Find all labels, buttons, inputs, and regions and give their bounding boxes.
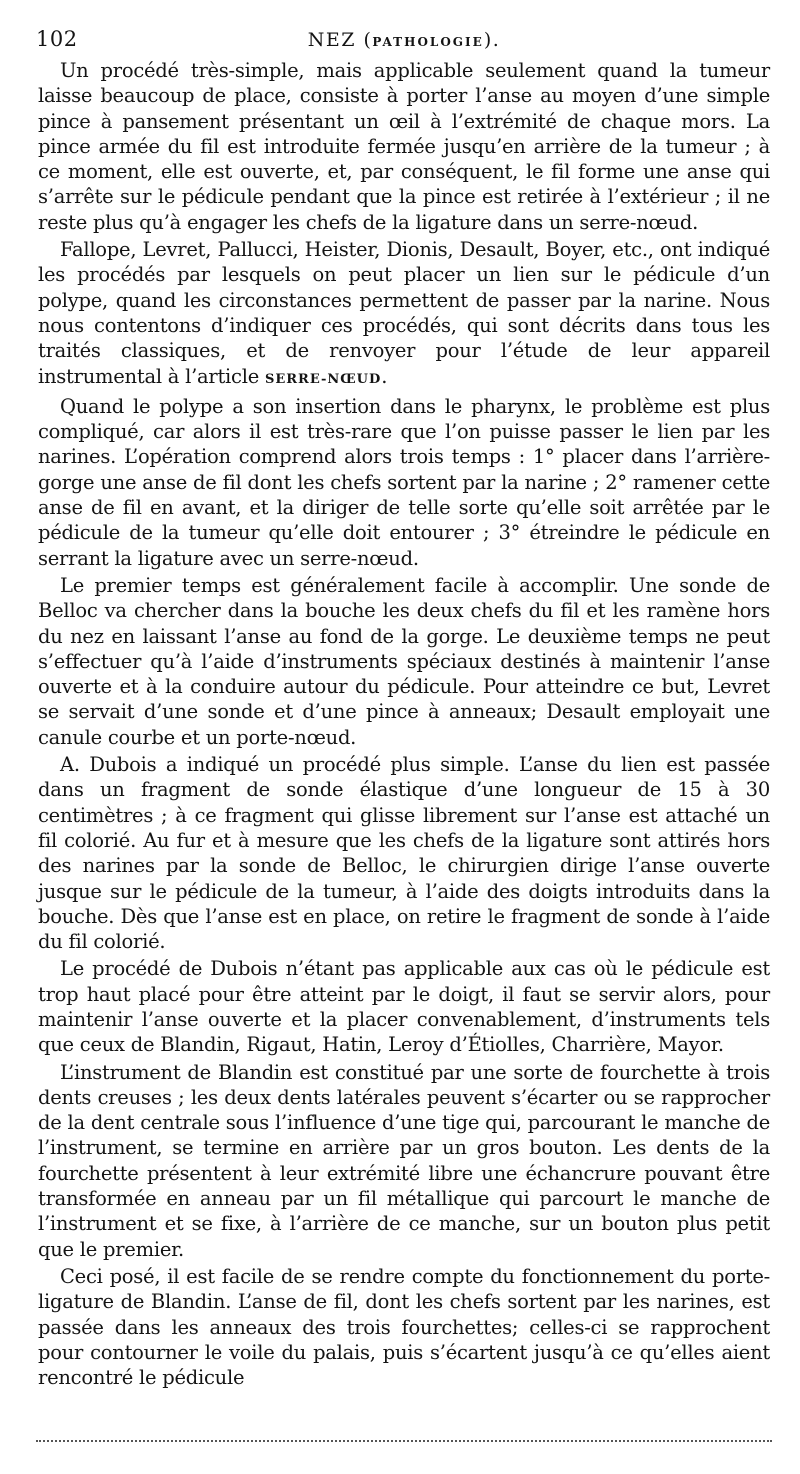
- paragraph-first-step: Le premier temps est généralement facile à accomplir. Une sonde de Belloc va chercher dans la bouche les deux chefs du fil et les ramène hors du nez en laissant l’anse au fond de la gorge. Le deuxième temps ne peut s’effectuer qu’à l’aide d’instruments spéciaux destinés à maintenir l’anse ouverte et à la conduire autour du pédicule. Pour atteindre ce but, Levret se servait d’une sonde et d’une pince à anneaux; Desault employait une canule courbe et un porte-nœud.: [38, 573, 770, 749]
- paragraph-authors-text: Fallope, Levret, Pallucci, Heister, Dionis, Desault, Boyer, etc., ont indiqué les procédés par lesquels on peut placer un lien sur le pédicule d’un polype, quand les circonstances permettent de passer par la narine. Nous nous contentons d’indiquer ces procédés, qui sont décrits dans tous les traités classiques, et de renvoyer pour l’étude de leur appareil instrumental à l’article: [38, 238, 770, 388]
- running-head: [36, 29, 772, 51]
- paragraph-pharynx-insertion: Quand le polype a son insertion dans le pharynx, le problème est plus compliqué, car alors il est très-rare que l’on puisse passer le lien par les narines. L’opération comprend alors trois temps : 1° placer dans l’arrière-gorge une anse de fil dont les chefs sortent par la narine ; 2° ramener cette anse de fil en avant, et la diriger de telle sorte qu’elle soit arrêtée par le pédicule de la tumeur qu’elle doit entourer ; 3° étreindre le pédicule en serrant la ligature avec un serre-nœud.: [38, 394, 770, 570]
- running-head-close: ).: [483, 29, 501, 51]
- article-reference: SERRE-NŒUD: [264, 371, 382, 387]
- paragraph-dubois: A. Dubois a indiqué un procédé plus simple. L’anse du lien est passée dans un fragment de sonde élastique d’une longueur de 15 à 30 centimètres ; à ce fragment qui glisse librement sur l’anse est attaché un fil colorié. Au fur et à mesure que les chefs de la ligature sont attirés hors des narines par la sonde de Belloc, le chirurgien dirige l’anse ouverte jusque sur le pédicule de la tumeur, à l’aide des doigts introduits dans la bouche. Dès que l’anse est en place, on retire le fragment de sonde à l’aide du fil colorié.: [38, 753, 770, 954]
- page-number: 102: [36, 27, 78, 51]
- paragraph-authors: [38, 237, 770, 392]
- footer-dotted-rule: [36, 1440, 772, 1442]
- paragraph-simple-procedure: Un procédé très-simple, mais applicable seulement quand la tumeur laisse beaucoup de place, consiste à porter l’anse au moyen d’une simple pince à pansement présentant un œil à l’extrémité de chaque mors. La pince armée du fil est introduite fermée jusqu’en arrière de la tumeur ; à ce moment, elle est ouverte, et, par conséquent, le fil forme une anse qui s’arrête sur le pédicule pendant que la pince est retirée à l’extérieur ; il ne reste plus qu’à engager les chefs de la ligature dans un serre-nœud.: [38, 59, 770, 234]
- running-head-subtitle: PATHOLOGIE: [372, 35, 484, 49]
- paragraph-blandin-instrument: L’instrument de Blandin est constitué par une sorte de fourchette à trois dents creuses ; les deux dents latérales peuvent s’écarter ou se rapprocher de la dent centrale sous l’influence d’une tige qui, parcourant le manche de l’instrument, se termine en arrière par un gros bouton. Les dents de la fourchette présentent à leur extrémité libre une échancrure pouvant être transformée en anneau par un fil métallique qui parcourt le manche de l’instrument et se fixe, à l’arrière de ce manche, sur un bouton plus petit que le premier.: [38, 1060, 770, 1261]
- paragraph-blandin-function: Ceci posé, il est facile de se rendre compte du fonctionnement du porte-ligature de Blandin. L’anse de fil, dont les chefs sortent par les narines, est passée dans les anneaux des trois fourchettes; celles-ci se rapprochent pour contourner le voile du palais, puis s’écartent jusqu’à ce qu’elles aient rencontré le pédicule: [38, 1264, 770, 1390]
- running-head-title: NEZ (: [307, 29, 373, 51]
- paragraph-authors-end: .: [381, 364, 388, 388]
- body-text: [38, 58, 770, 1392]
- page-header: [36, 27, 772, 61]
- paragraph-dubois-limits: Le procédé de Dubois n’étant pas applicable aux cas où le pédicule est trop haut placé pour être atteint par le doigt, il faut se servir alors, pour maintenir l’anse ouverte et la placer convenablement, d’instruments tels que ceux de Blandin, Rigaut, Hatin, Leroy d’Étiolles, Charrière, Mayor.: [38, 957, 770, 1057]
